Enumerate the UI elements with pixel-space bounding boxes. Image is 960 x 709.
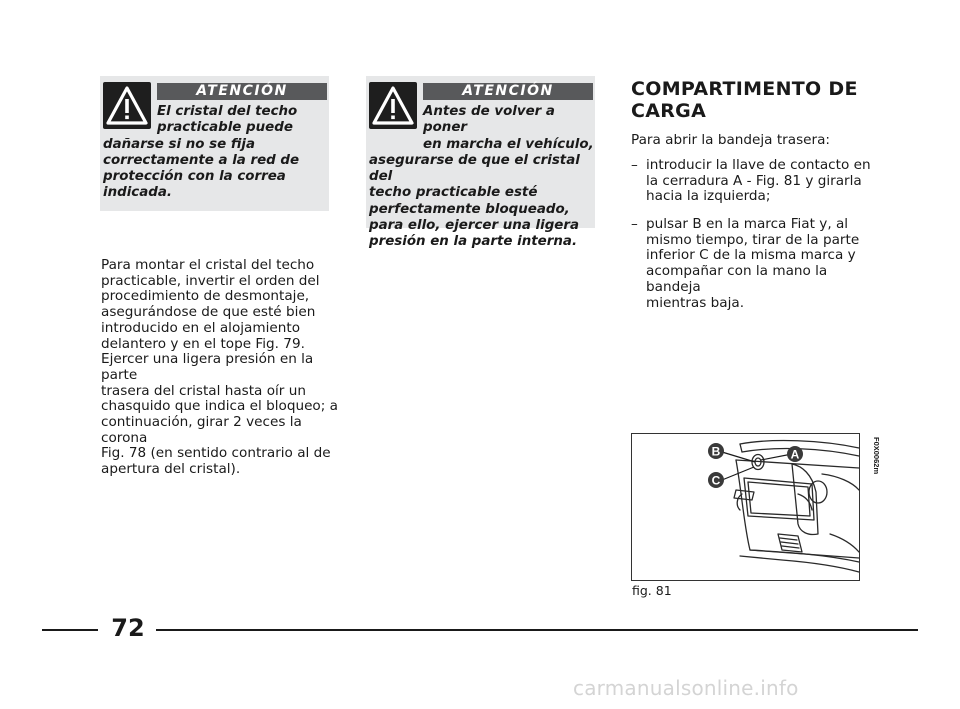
warning-line: protección con la correa — [103, 169, 286, 185]
warning-line: El cristal del techo — [157, 104, 298, 119]
paragraph-line: trasera del cristal hasta oír un — [101, 382, 306, 399]
warning-line: para ello, ejercer una ligera — [369, 218, 580, 234]
warning-line: indicada. — [103, 185, 172, 201]
figure-code — [866, 435, 881, 485]
paragraph-line: Para montar el cristal del techo — [101, 257, 315, 273]
heading-line: CARGA — [631, 100, 707, 122]
warning-line: asegurarse de que el cristal del — [369, 152, 580, 185]
heading-line: COMPARTIMENTO DE — [631, 78, 858, 100]
footer-rule-left — [42, 629, 98, 631]
warning-header-left: ATENCIÓN — [157, 83, 327, 100]
warning-line: practicable puede — [157, 120, 293, 136]
paragraph-line: delantero y en el tope Fig. 79. — [101, 335, 305, 352]
list-line: la cerradura A - Fig. 81 y girarla — [646, 172, 862, 189]
list-line: acompañar con la mano la bandeja — [646, 263, 828, 295]
list-line: inferior C de la misma marca y — [646, 247, 856, 264]
paragraph-line: procedimiento de desmontaje, — [101, 288, 310, 305]
section-intro: Para abrir la bandeja trasera: — [631, 132, 831, 148]
paragraph-line: chasquido que indica el bloqueo; a — [101, 398, 338, 415]
warning-header-middle: ATENCIÓN — [423, 83, 593, 100]
callout-label-b: B — [711, 444, 721, 459]
callout-label-c: C — [711, 473, 721, 488]
body-paragraph-left — [101, 258, 351, 478]
list-dash: – — [631, 216, 638, 232]
paragraph-line: Fig. 78 (en sentido contrario al de — [101, 445, 331, 462]
paragraph-line: apertura del cristal). — [101, 461, 241, 478]
paragraph-line: continuación, girar 2 veces la corona — [101, 414, 302, 446]
warning-line: Antes de volver a poner — [423, 104, 555, 136]
paragraph-line: introducido en el alojamiento — [101, 319, 301, 336]
figure-caption: fig. 81 — [632, 583, 672, 598]
figure-81 — [631, 433, 860, 581]
warning-line: presión en la parte interna. — [369, 234, 578, 250]
warning-text-left — [103, 104, 329, 202]
list-line: mismo tiempo, tirar de la parte — [646, 231, 860, 248]
watermark: carmanualsonline.info — [573, 676, 799, 700]
list-dash: – — [631, 157, 638, 173]
list-line: hacia la izquierda; — [646, 188, 771, 205]
figure-code-text: F0X0062m — [872, 437, 881, 475]
section-heading — [631, 78, 871, 122]
paragraph-line: Ejercer una ligera presión en la parte — [101, 351, 314, 383]
warning-line: correctamente a la red de — [103, 152, 300, 168]
list-line: pulsar B en la marca Fiat y, al — [646, 216, 849, 232]
list-item-2 — [631, 217, 876, 311]
list-item-1 — [631, 158, 876, 205]
warning-line: perfectamente bloqueado, — [369, 201, 570, 217]
page-number: 72 — [111, 614, 145, 642]
list-line: mientras baja. — [646, 294, 745, 311]
warning-line: en marcha el vehículo, — [423, 136, 594, 152]
callout-label-a: A — [790, 447, 800, 462]
list-line: introducir la llave de contacto en — [646, 157, 871, 173]
warning-line: dañarse si no se fija — [103, 136, 256, 152]
warning-text-middle — [369, 104, 595, 251]
paragraph-line: practicable, invertir el orden del — [101, 272, 320, 289]
paragraph-line: asegurándose de que esté bien — [101, 304, 316, 321]
warning-line: techo practicable esté — [369, 185, 538, 201]
car-tailgate-illustration — [632, 434, 859, 580]
footer-rule-right — [156, 629, 918, 631]
